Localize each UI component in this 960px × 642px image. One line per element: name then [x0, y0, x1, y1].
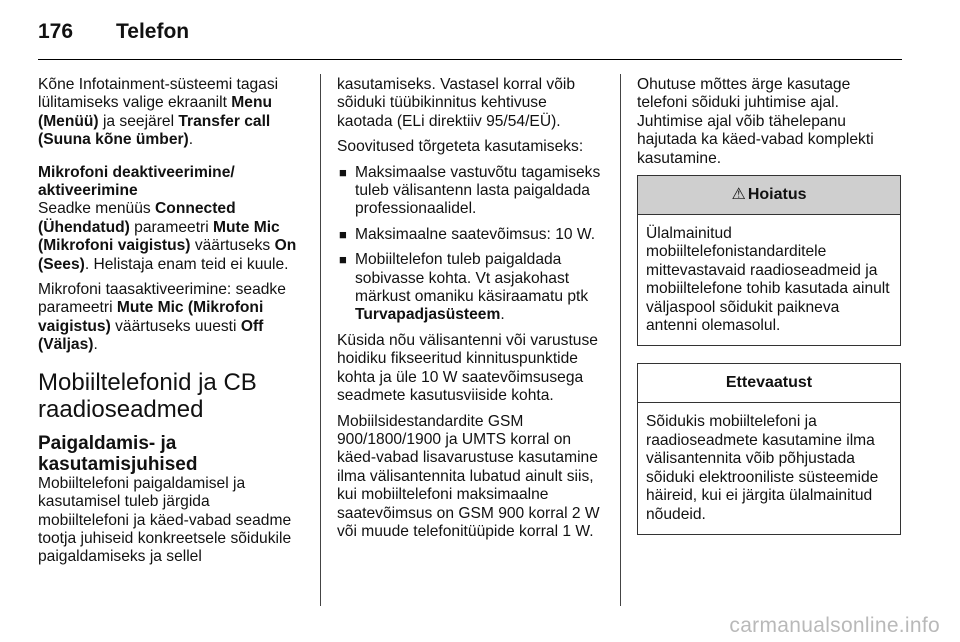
column-2 — [337, 76, 605, 548]
section-title: Mobiiltelefonid ja CB raadioseadmed — [38, 368, 257, 423]
paragraph-type-approval: kasutamiseks. Vastasel korral võib sõiduki tüübikinnitus kehtivuse kaotada (ELi direktiiv 95/54/EÜ). — [337, 76, 576, 130]
column-divider-2 — [620, 74, 621, 606]
warning-body: Ülalmainitud mobiiltelefonistandarditele mittevastavaid raadioseadmeid ja mobiiltelefone tohib kasutada ainult väljaspool sõidukit paikneva antenni olemasolul. — [646, 225, 890, 335]
caution-header: Ettevaatust — [638, 364, 900, 403]
recommendation-list — [337, 164, 605, 325]
paragraph-installation: Mobiiltelefoni paigaldamisel ja kasutamisel tuleb järgida mobiiltelefoni ja käed-vabad seadme tootja juhiseid konkreetsele sõidukile paigaldamiseks ja sellel — [38, 474, 292, 566]
airbag-term: Turvapadjasüsteem — [355, 306, 501, 324]
list-item — [337, 251, 605, 325]
menu-term: Menu (Menüü) — [38, 94, 272, 130]
bullet-icon: ■ — [339, 226, 347, 242]
mute-mic-term: Mute Mic (Mikrofoni vaigistus) — [38, 299, 264, 335]
column-3 — [637, 76, 901, 535]
paragraph-recommendations: Soovitused tõrgeteta kasutamiseks: — [337, 138, 584, 156]
list-item-text: Maksimaalse vastuvõtu tagamiseks tuleb välisantenn lasta paigaldada professionaalidel. — [355, 163, 601, 218]
paragraph-safety: Ohutuse mõttes ärge kasutage telefoni sõiduki juhtimise ajal. Juhtimise ajal võib tähelepanu hajutada ka käed-vabad komplekti kasutamine. — [637, 76, 874, 167]
mic-subheading: Mikrofoni deaktiveerimine/ aktiveerimine — [38, 163, 235, 200]
bullet-icon: ■ — [339, 252, 347, 268]
warning-header — [638, 176, 900, 215]
text: Mikrofoni taasaktiveerimine: seadke parameetri — [38, 281, 286, 317]
paragraph-standards: Mobiilsidestandardite GSM 900/1800/1900 ja UMTS korral on käed-vabad lisavarustuse kasutamine ilma välisantennita lubatud ainult siis, kui mobiiltelefoni maksimaalne saatevõimsus on GSM 900 korral 2 W või muude telefonitüüpide korral 1 W. — [337, 412, 600, 540]
page-number: 176 — [38, 20, 74, 43]
list-item-text: Maksimaalne saatevõimsus: 10 W. — [355, 225, 596, 243]
text: parameetri — [129, 218, 214, 236]
subsection-title: Paigaldamis- ja kasutamisjuhised — [38, 432, 198, 475]
text: Kõne Infotainment-süsteemi tagasi lülitamiseks valige ekraanilt — [38, 76, 279, 112]
page-header — [38, 14, 189, 50]
chapter-title: Telefon — [116, 20, 190, 43]
transfer-call-term: Transfer call (Suuna kõne ümber) — [38, 112, 271, 149]
caution-box — [637, 363, 901, 534]
text: väärtuseks uuesti — [110, 317, 241, 335]
list-item — [337, 226, 605, 244]
text: . Helistaja enam teid ei kuule. — [84, 255, 289, 273]
text: . — [500, 306, 505, 324]
warning-icon: ⚠ — [731, 186, 746, 204]
column-1 — [38, 76, 304, 574]
watermark: carmanualsonline.info — [729, 614, 940, 637]
paragraph-transfer-call — [38, 76, 304, 150]
caution-body: Sõidukis mobiiltelefoni ja raadioseadmete kasutamine ilma välisantennita võib põhjustada sõiduki elektrooniliste süsteemide häireid, kui ei järgita ülalmainitud nõudeid. — [646, 413, 879, 523]
paragraph-mute-off — [38, 281, 304, 355]
connected-term: Connected (Ühendatud) — [38, 200, 236, 236]
text: ja seejärel — [98, 112, 179, 130]
text: Seadke menüüs — [38, 200, 156, 218]
paragraph-mute-on — [38, 200, 304, 274]
paragraph-external-antenna: Küsida nõu välisantenni või varustuse hoidiku fikseeritud kinnituspunktide kohta ja üle 10 W saatevõimsusega seadmete kasutusviiside kohta. — [337, 331, 598, 405]
text: . — [188, 131, 194, 149]
list-item-text: Mobiiltelefon tuleb paigaldada sobivasse kohta. Vt asjakohast märkust omaniku käsiraamatu ptk — [355, 251, 589, 306]
on-term: On (Sees) — [38, 237, 297, 273]
list-item — [337, 164, 605, 219]
text: . — [93, 336, 98, 354]
warning-title: Hoiatus — [747, 186, 807, 204]
mute-mic-term: Mute Mic (Mikrofoni vaigistus) — [38, 218, 280, 255]
column-divider-1 — [320, 74, 321, 606]
off-term: Off (Väljas) — [38, 317, 264, 354]
warning-box — [637, 175, 901, 346]
text: väärtuseks — [190, 237, 275, 255]
header-rule — [38, 59, 902, 60]
bullet-icon: ■ — [339, 164, 347, 180]
